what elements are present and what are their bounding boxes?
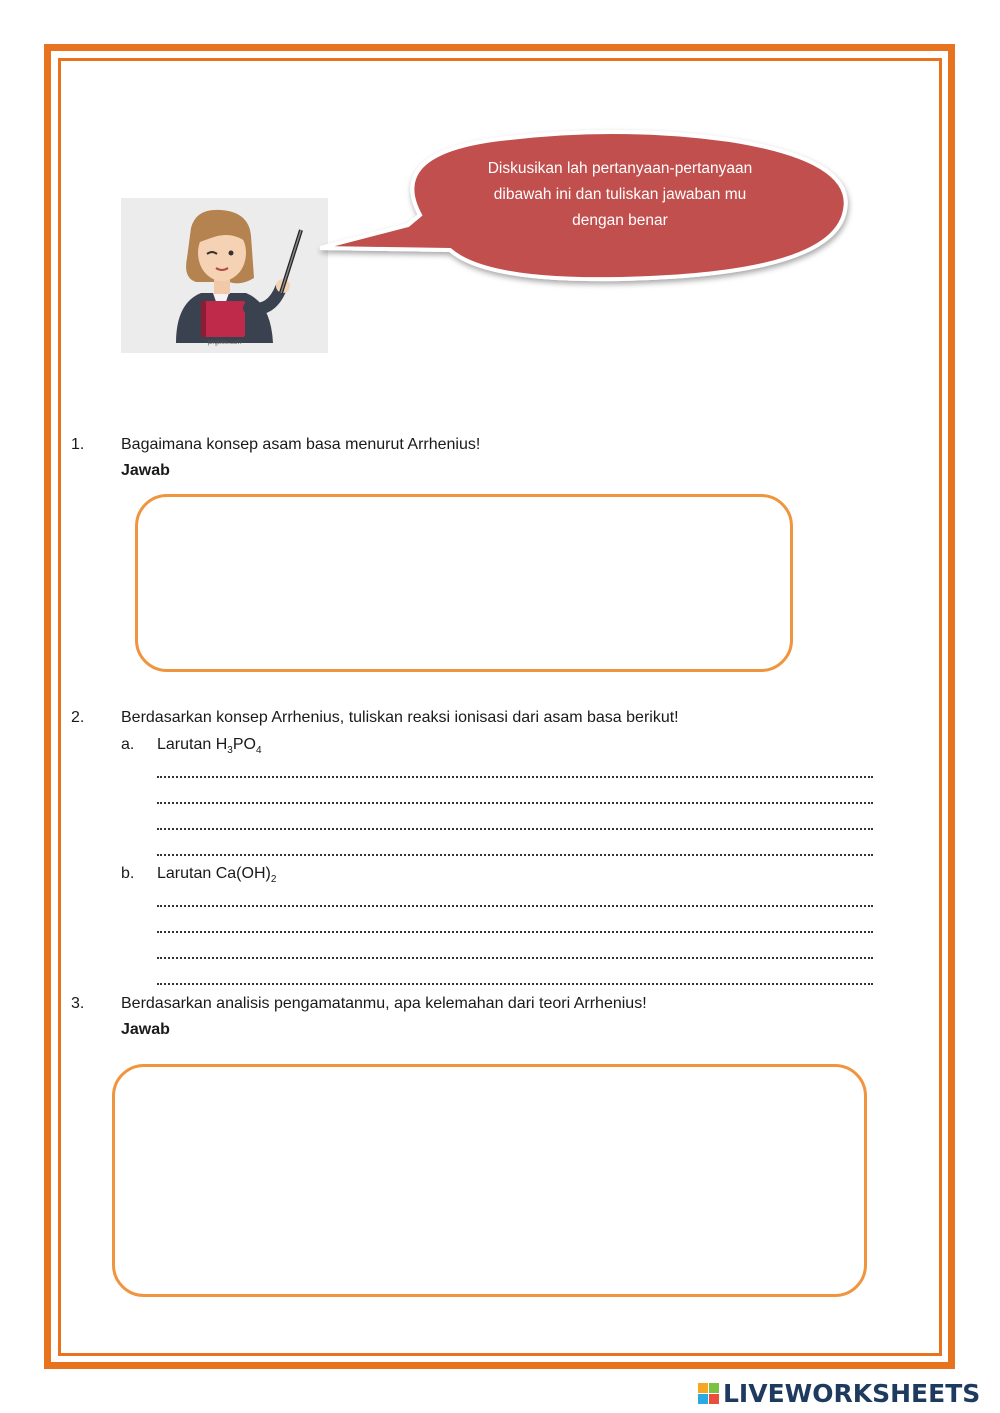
question-1-answer-box[interactable]: [135, 494, 793, 672]
question-2a-sub1: 3: [227, 745, 233, 757]
answer-line-2b-1[interactable]: [157, 903, 873, 907]
liveworksheets-watermark: [698, 1378, 980, 1408]
question-2b-letter: b.: [121, 865, 135, 882]
bubble-line-2: dibawah ini dan tuliskan jawaban mu: [493, 186, 747, 203]
question-2b-prefix: Larutan Ca(OH): [157, 865, 271, 882]
question-3-text: Berdasarkan analisis pengamatanmu, apa kelemahan dari teori Arrhenius!: [121, 995, 647, 1012]
question-1-answer-label: Jawab: [121, 462, 170, 479]
question-1-text: Bagaimana konsep asam basa menurut Arrhenius!: [121, 436, 481, 453]
question-3-number: 3.: [71, 995, 85, 1012]
question-3-answer-label: Jawab: [121, 1021, 170, 1038]
answer-line-2a-3[interactable]: [157, 826, 873, 830]
watermark-text: LIVEWORKSHEETS: [723, 1378, 981, 1408]
answer-line-2b-3[interactable]: [157, 955, 873, 959]
liveworksheets-logo-icon: [698, 1383, 719, 1404]
question-2a-letter: a.: [121, 736, 135, 753]
question-2b-text: [157, 865, 276, 885]
question-2b-sub1: 2: [270, 874, 277, 886]
question-2-text: Berdasarkan konsep Arrhenius, tuliskan reaksi ionisasi dari asam basa berikut!: [121, 709, 679, 726]
bubble-line-3: dengan benar: [572, 212, 668, 229]
answer-line-2a-2[interactable]: [157, 800, 873, 804]
question-2a-prefix: Larutan H: [157, 736, 228, 753]
question-1-number: 1.: [71, 436, 85, 453]
answer-line-2a-1[interactable]: [157, 774, 873, 778]
question-2a-text: [157, 736, 262, 756]
question-2a-sub2: 4: [255, 745, 262, 757]
answer-line-2b-2[interactable]: [157, 929, 873, 933]
answer-line-2b-4[interactable]: [157, 981, 873, 985]
question-2a-mid: PO: [232, 736, 256, 753]
speech-bubble-text: [455, 156, 785, 234]
illustration-caption: pngtree.com: [207, 340, 242, 346]
answer-line-2a-4[interactable]: [157, 852, 873, 856]
question-3-answer-box[interactable]: [112, 1064, 867, 1297]
question-2-number: 2.: [71, 709, 85, 726]
bubble-line-1: Diskusikan lah pertanyaan-pertanyaan: [487, 160, 753, 177]
